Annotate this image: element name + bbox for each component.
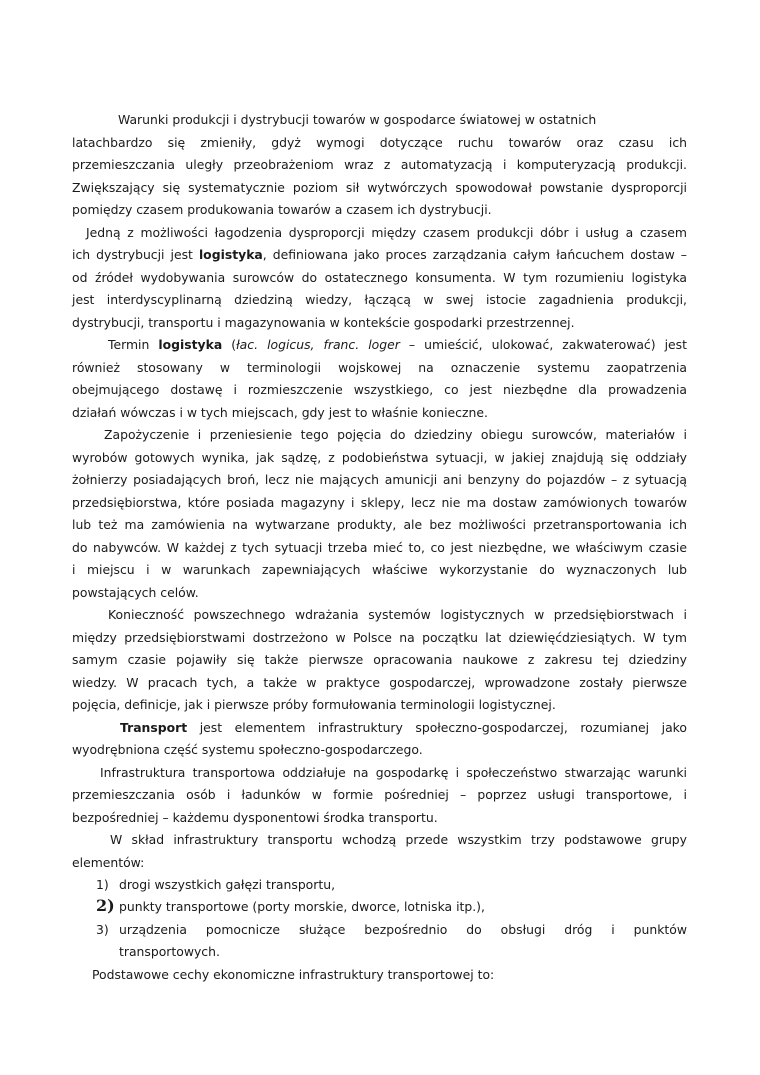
paragraph-line: Transport jest elementem infrastruktury społeczno-gospodarczej, rozumianej jako <box>120 720 687 735</box>
paragraph-line: wiedzy. W pracach tych, a także w praktyce gospodarczej, wprowadzone zostały pierwsze <box>72 675 687 690</box>
term-transport: Transport <box>120 720 188 735</box>
list-number: 2) <box>96 896 115 915</box>
paragraph-line: ich dystrybucji jest logistyka, definiowana jako proces zarządzania całym łańcuchem dostaw – <box>72 247 687 262</box>
paragraph-line: bezpośredniej – każdemu dysponentowi środka transportu. <box>72 810 438 825</box>
paragraph-line: żołnierzy posiadających broń, lecz nie mających amunicji ani benzyny do pojazdów – z sytuacją <box>72 472 687 487</box>
list-number: 3) <box>96 922 109 937</box>
list-number: 1) <box>96 877 109 892</box>
paragraph-line: W skład infrastruktury transportu wchodzą przede wszystkim trzy podstawowe grupy <box>110 832 687 847</box>
paragraph-line: również stosowany w terminologii wojskowej na oznaczenie systemu zaopatrzenia <box>72 360 687 375</box>
paragraph-line: wyrobów gotowych wynika, jak sądzę, z podobieństwa sytuacji, w jakiej znajdują się oddziały <box>72 450 687 465</box>
paragraph-line: elementów: <box>72 855 145 870</box>
paragraph-line: Zapożyczenie i przeniesienie tego pojęcia do dziedziny obiegu surowców, materiałów i <box>104 427 687 442</box>
paragraph-line: Termin logistyka (łac. logicus, franc. loger – umieścić, ulokować, zakwaterować) jest <box>108 337 687 352</box>
paragraph-line: między przedsiębiorstwami dostrzeżono w Polsce na początku lat dziewięćdziesiątych. W tym <box>72 630 687 645</box>
etymology: łac. logicus, franc. loger <box>236 337 400 352</box>
paragraph-line: obejmującego dostawę i rozmieszczenie wszystkiego, co jest niezbędne dla prowadzenia <box>72 382 687 397</box>
paragraph-line: do nabywców. W każdej z tych sytuacji trzeba mieć to, co jest niezbędne, we właściwym czasie <box>72 540 687 555</box>
paragraph-line: działań wówczas i w tych miejscach, gdy jest to właśnie konieczne. <box>72 405 488 420</box>
list-item-continuation: transportowych. <box>119 944 220 959</box>
paragraph-line: Warunki produkcji i dystrybucji towarów w gospodarce światowej w ostatnich <box>118 112 597 127</box>
paragraph-line: i miejscu i w warunkach zapewniających właściwe wykorzystanie do wyznaczonych lub <box>72 562 687 577</box>
paragraph-line: dystrybucji, transportu i magazynowania w kontekście gospodarki przestrzennej. <box>72 315 575 330</box>
paragraph-line: Konieczność powszechnego wdrażania systemów logistycznych w przedsiębiorstwach i <box>108 607 687 622</box>
paragraph-line: przedsiębiorstwa, które posiada magazyny i sklepy, lecz nie ma dostaw zamówionych towarów <box>72 495 687 510</box>
paragraph-line: przemieszczania osób i ładunków w formie pośredniej – poprzez usługi transportowe, i <box>72 787 687 802</box>
paragraph-line: samym czasie pojawiły się także pierwsze opracowania naukowe z zakresu tej dziedziny <box>72 652 687 667</box>
list-item: punkty transportowe (porty morskie, dworce, lotniska itp.), <box>119 899 485 914</box>
paragraph-line: Podstawowe cechy ekonomiczne infrastruktury transportowej to: <box>92 967 495 982</box>
paragraph-line: latachbardzo się zmieniły, gdyż wymogi dotyczące ruchu towarów oraz czasu ich <box>72 135 687 150</box>
paragraph-line: wyodrębniona część systemu społeczno-gospodarczego. <box>72 742 423 757</box>
paragraph-line: przemieszczania uległy przeobrażeniom wraz z automatyzacją i komputeryzacją produkcji. <box>72 157 687 172</box>
paragraph-line: lub też ma zamówienia na wytwarzane produkty, ale bez możliwości przetransportowania ich <box>72 517 687 532</box>
paragraph-line: od źródeł wydobywania surowców do ostatecznego konsumenta. W tym rozumieniu logistyka <box>72 270 687 285</box>
list-item: drogi wszystkich gałęzi transportu, <box>119 877 336 892</box>
paragraph-line: jest interdyscyplinarną dziedziną wiedzy, łączącą w swej istocie zagadnienia produkcji, <box>72 292 687 307</box>
paragraph-line: Infrastruktura transportowa oddziałuje na gospodarkę i społeczeństwo stwarzając warunki <box>100 765 687 780</box>
paragraph-line: Jedną z możliwości łagodzenia dysproporcji między czasem produkcji dóbr i usług a czasem <box>86 225 687 240</box>
paragraph-line: pomiędzy czasem produkowania towarów a czasem ich dystrybucji. <box>72 202 492 217</box>
paragraph-line: Zwiększający się systematycznie poziom sił wytwórczych spowodował powstanie dysproporcji <box>72 180 687 195</box>
term-logistyka: logistyka <box>198 247 263 262</box>
paragraph-line: powstających celów. <box>72 585 199 600</box>
term-logistyka: logistyka <box>158 337 223 352</box>
paragraph-line: pojęcia, definicje, jak i pierwsze próby formułowania terminologii logistycznej. <box>72 697 556 712</box>
list-item: urządzenia pomocnicze służące bezpośrednio do obsługi dróg i punktów <box>119 922 687 937</box>
